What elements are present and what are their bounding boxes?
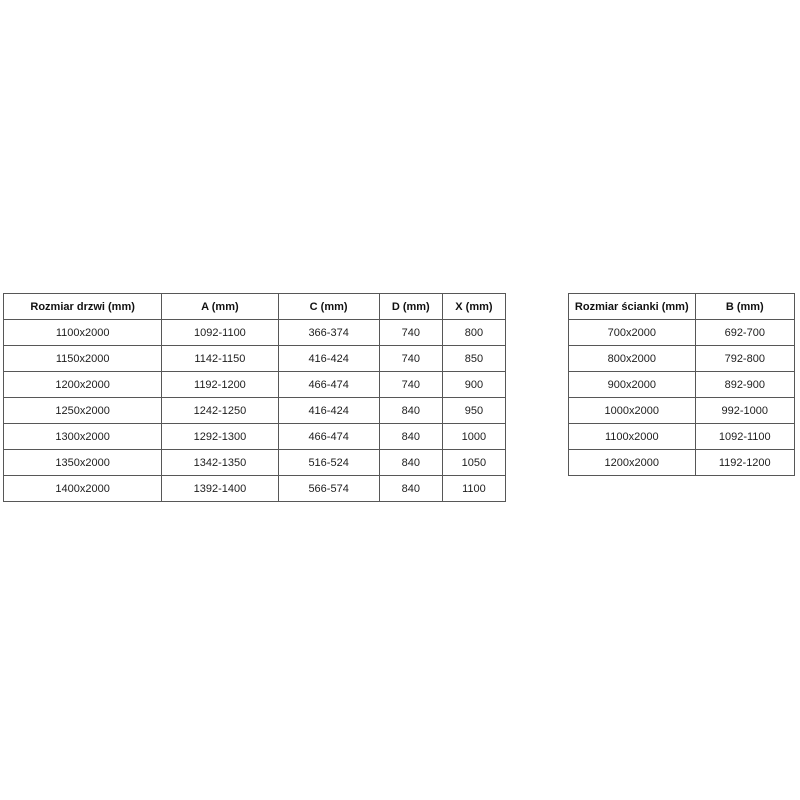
table-cell: 1092-1100 <box>695 424 794 450</box>
table-cell: 840 <box>379 424 442 450</box>
table-row <box>4 320 506 346</box>
header-row <box>4 294 506 320</box>
table-cell: 1342-1350 <box>162 450 278 476</box>
table-cell: 566-574 <box>278 476 379 502</box>
table-cell: 1142-1150 <box>162 346 278 372</box>
table-cell: 466-474 <box>278 424 379 450</box>
table-cell: 416-424 <box>278 398 379 424</box>
table-cell: 740 <box>379 320 442 346</box>
table-cell: 1092-1100 <box>162 320 278 346</box>
table-row <box>569 424 795 450</box>
table-cell: 950 <box>442 398 505 424</box>
table-cell: 1192-1200 <box>695 450 794 476</box>
table-cell: 516-524 <box>278 450 379 476</box>
table-cell: 1350x2000 <box>4 450 162 476</box>
column-header: Rozmiar drzwi (mm) <box>4 294 162 320</box>
header-row <box>569 294 795 320</box>
table-cell: 1192-1200 <box>162 372 278 398</box>
table-cell: 692-700 <box>695 320 794 346</box>
table-cell: 1292-1300 <box>162 424 278 450</box>
table-cell: 1200x2000 <box>4 372 162 398</box>
table-row <box>569 398 795 424</box>
table-row <box>569 372 795 398</box>
table-cell: 900x2000 <box>569 372 696 398</box>
column-header: B (mm) <box>695 294 794 320</box>
door-sizes-table <box>3 293 506 502</box>
table-cell: 792-800 <box>695 346 794 372</box>
column-header: Rozmiar ścianki (mm) <box>569 294 696 320</box>
table-cell: 1250x2000 <box>4 398 162 424</box>
right-table-head <box>569 294 795 320</box>
table-row <box>569 320 795 346</box>
left-table-body <box>4 320 506 502</box>
table-cell: 700x2000 <box>569 320 696 346</box>
table-row <box>4 398 506 424</box>
right-table-body <box>569 320 795 476</box>
table-cell: 740 <box>379 346 442 372</box>
table-cell: 1000x2000 <box>569 398 696 424</box>
table-row <box>4 476 506 502</box>
table-cell: 840 <box>379 450 442 476</box>
table-cell: 840 <box>379 398 442 424</box>
table-cell: 1050 <box>442 450 505 476</box>
column-header: A (mm) <box>162 294 278 320</box>
table-cell: 900 <box>442 372 505 398</box>
table-cell: 1242-1250 <box>162 398 278 424</box>
table-cell: 416-424 <box>278 346 379 372</box>
column-header: D (mm) <box>379 294 442 320</box>
wall-sizes-table <box>568 293 795 476</box>
table-cell: 840 <box>379 476 442 502</box>
table-cell: 1200x2000 <box>569 450 696 476</box>
table-row <box>569 346 795 372</box>
column-header: X (mm) <box>442 294 505 320</box>
table-cell: 892-900 <box>695 372 794 398</box>
table-cell: 366-374 <box>278 320 379 346</box>
table-cell: 1400x2000 <box>4 476 162 502</box>
table-row <box>4 346 506 372</box>
table-cell: 1100x2000 <box>569 424 696 450</box>
table-cell: 992-1000 <box>695 398 794 424</box>
table-cell: 1000 <box>442 424 505 450</box>
table-cell: 1100 <box>442 476 505 502</box>
table-row <box>4 372 506 398</box>
left-table-head <box>4 294 506 320</box>
table-cell: 800 <box>442 320 505 346</box>
table-cell: 1100x2000 <box>4 320 162 346</box>
table-cell: 850 <box>442 346 505 372</box>
table-cell: 1392-1400 <box>162 476 278 502</box>
table-cell: 1150x2000 <box>4 346 162 372</box>
table-row <box>4 450 506 476</box>
table-cell: 740 <box>379 372 442 398</box>
table-cell: 800x2000 <box>569 346 696 372</box>
table-row <box>4 424 506 450</box>
table-row <box>569 450 795 476</box>
column-header: C (mm) <box>278 294 379 320</box>
table-cell: 1300x2000 <box>4 424 162 450</box>
table-cell: 466-474 <box>278 372 379 398</box>
